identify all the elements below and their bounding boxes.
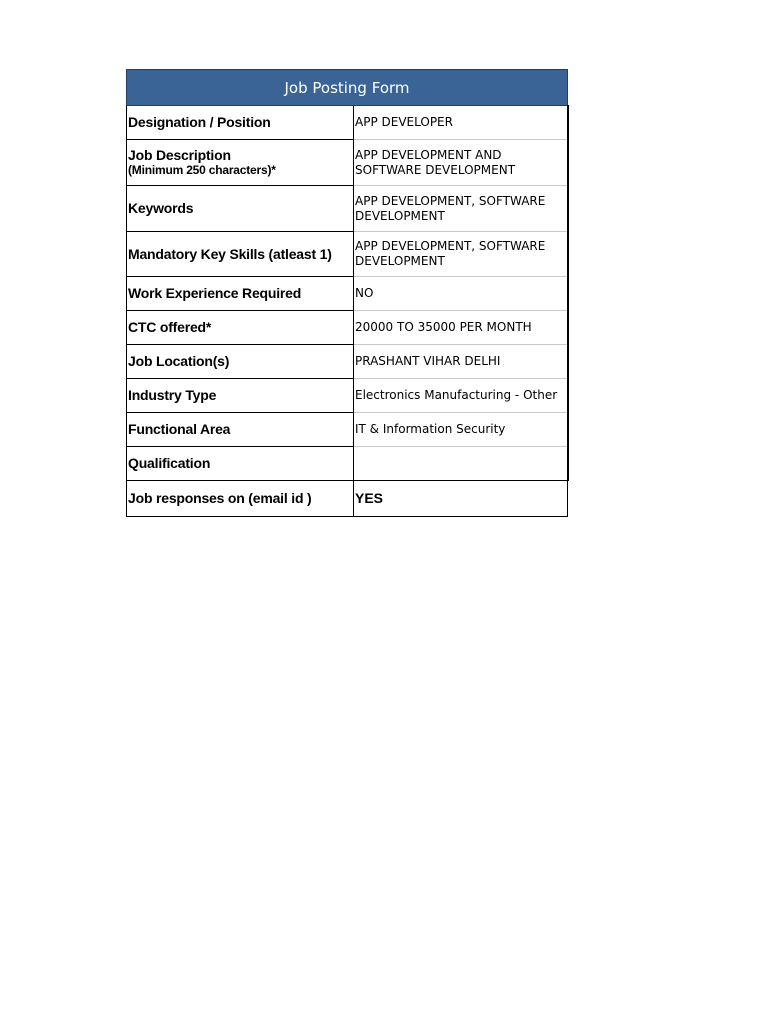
job-posting-form-table <box>126 69 569 517</box>
job-responses-label: Job responses on (email id ) <box>127 481 354 517</box>
industry-type-label: Industry Type <box>127 379 354 413</box>
form-row-keywords <box>127 186 568 232</box>
job-location-label: Job Location(s) <box>127 345 354 379</box>
job-description-value[interactable]: APP DEVELOPMENT AND SOFTWARE DEVELOPMENT <box>354 140 568 186</box>
designation-value[interactable]: APP DEVELOPER <box>354 106 568 140</box>
key-skills-label: Mandatory Key Skills (atleast 1) <box>127 232 354 277</box>
functional-area-value[interactable]: IT & Information Security <box>354 413 568 447</box>
form-title-row <box>127 70 568 106</box>
job-responses-value[interactable]: YES <box>354 481 568 517</box>
work-experience-label: Work Experience Required <box>127 277 354 311</box>
form-row-work-experience <box>127 277 568 311</box>
form-row-key-skills <box>127 232 568 277</box>
form-title: Job Posting Form <box>127 70 568 106</box>
job-description-sublabel: (Minimum 250 characters)* <box>128 163 276 177</box>
form-row-qualification <box>127 447 568 481</box>
key-skills-value[interactable]: APP DEVELOPMENT, SOFTWARE DEVELOPMENT <box>354 232 568 277</box>
keywords-label: Keywords <box>127 186 354 232</box>
ctc-label: CTC offered* <box>127 311 354 345</box>
designation-label: Designation / Position <box>127 106 354 140</box>
ctc-value[interactable]: 20000 TO 35000 PER MONTH <box>354 311 568 345</box>
work-experience-value[interactable]: NO <box>354 277 568 311</box>
form-row-ctc <box>127 311 568 345</box>
job-description-label-cell <box>127 140 354 186</box>
keywords-value[interactable]: APP DEVELOPMENT, SOFTWARE DEVELOPMENT <box>354 186 568 232</box>
form-row-functional-area <box>127 413 568 447</box>
job-description-label: Job Description <box>128 147 231 163</box>
form-row-designation <box>127 106 568 140</box>
form-row-job-description <box>127 140 568 186</box>
job-location-value[interactable]: PRASHANT VIHAR DELHI <box>354 345 568 379</box>
form-row-job-location <box>127 345 568 379</box>
form-row-job-responses <box>127 481 568 517</box>
industry-type-value[interactable]: Electronics Manufacturing - Other <box>354 379 568 413</box>
form-row-industry-type <box>127 379 568 413</box>
qualification-value[interactable] <box>354 447 568 481</box>
qualification-label: Qualification <box>127 447 354 481</box>
functional-area-label: Functional Area <box>127 413 354 447</box>
